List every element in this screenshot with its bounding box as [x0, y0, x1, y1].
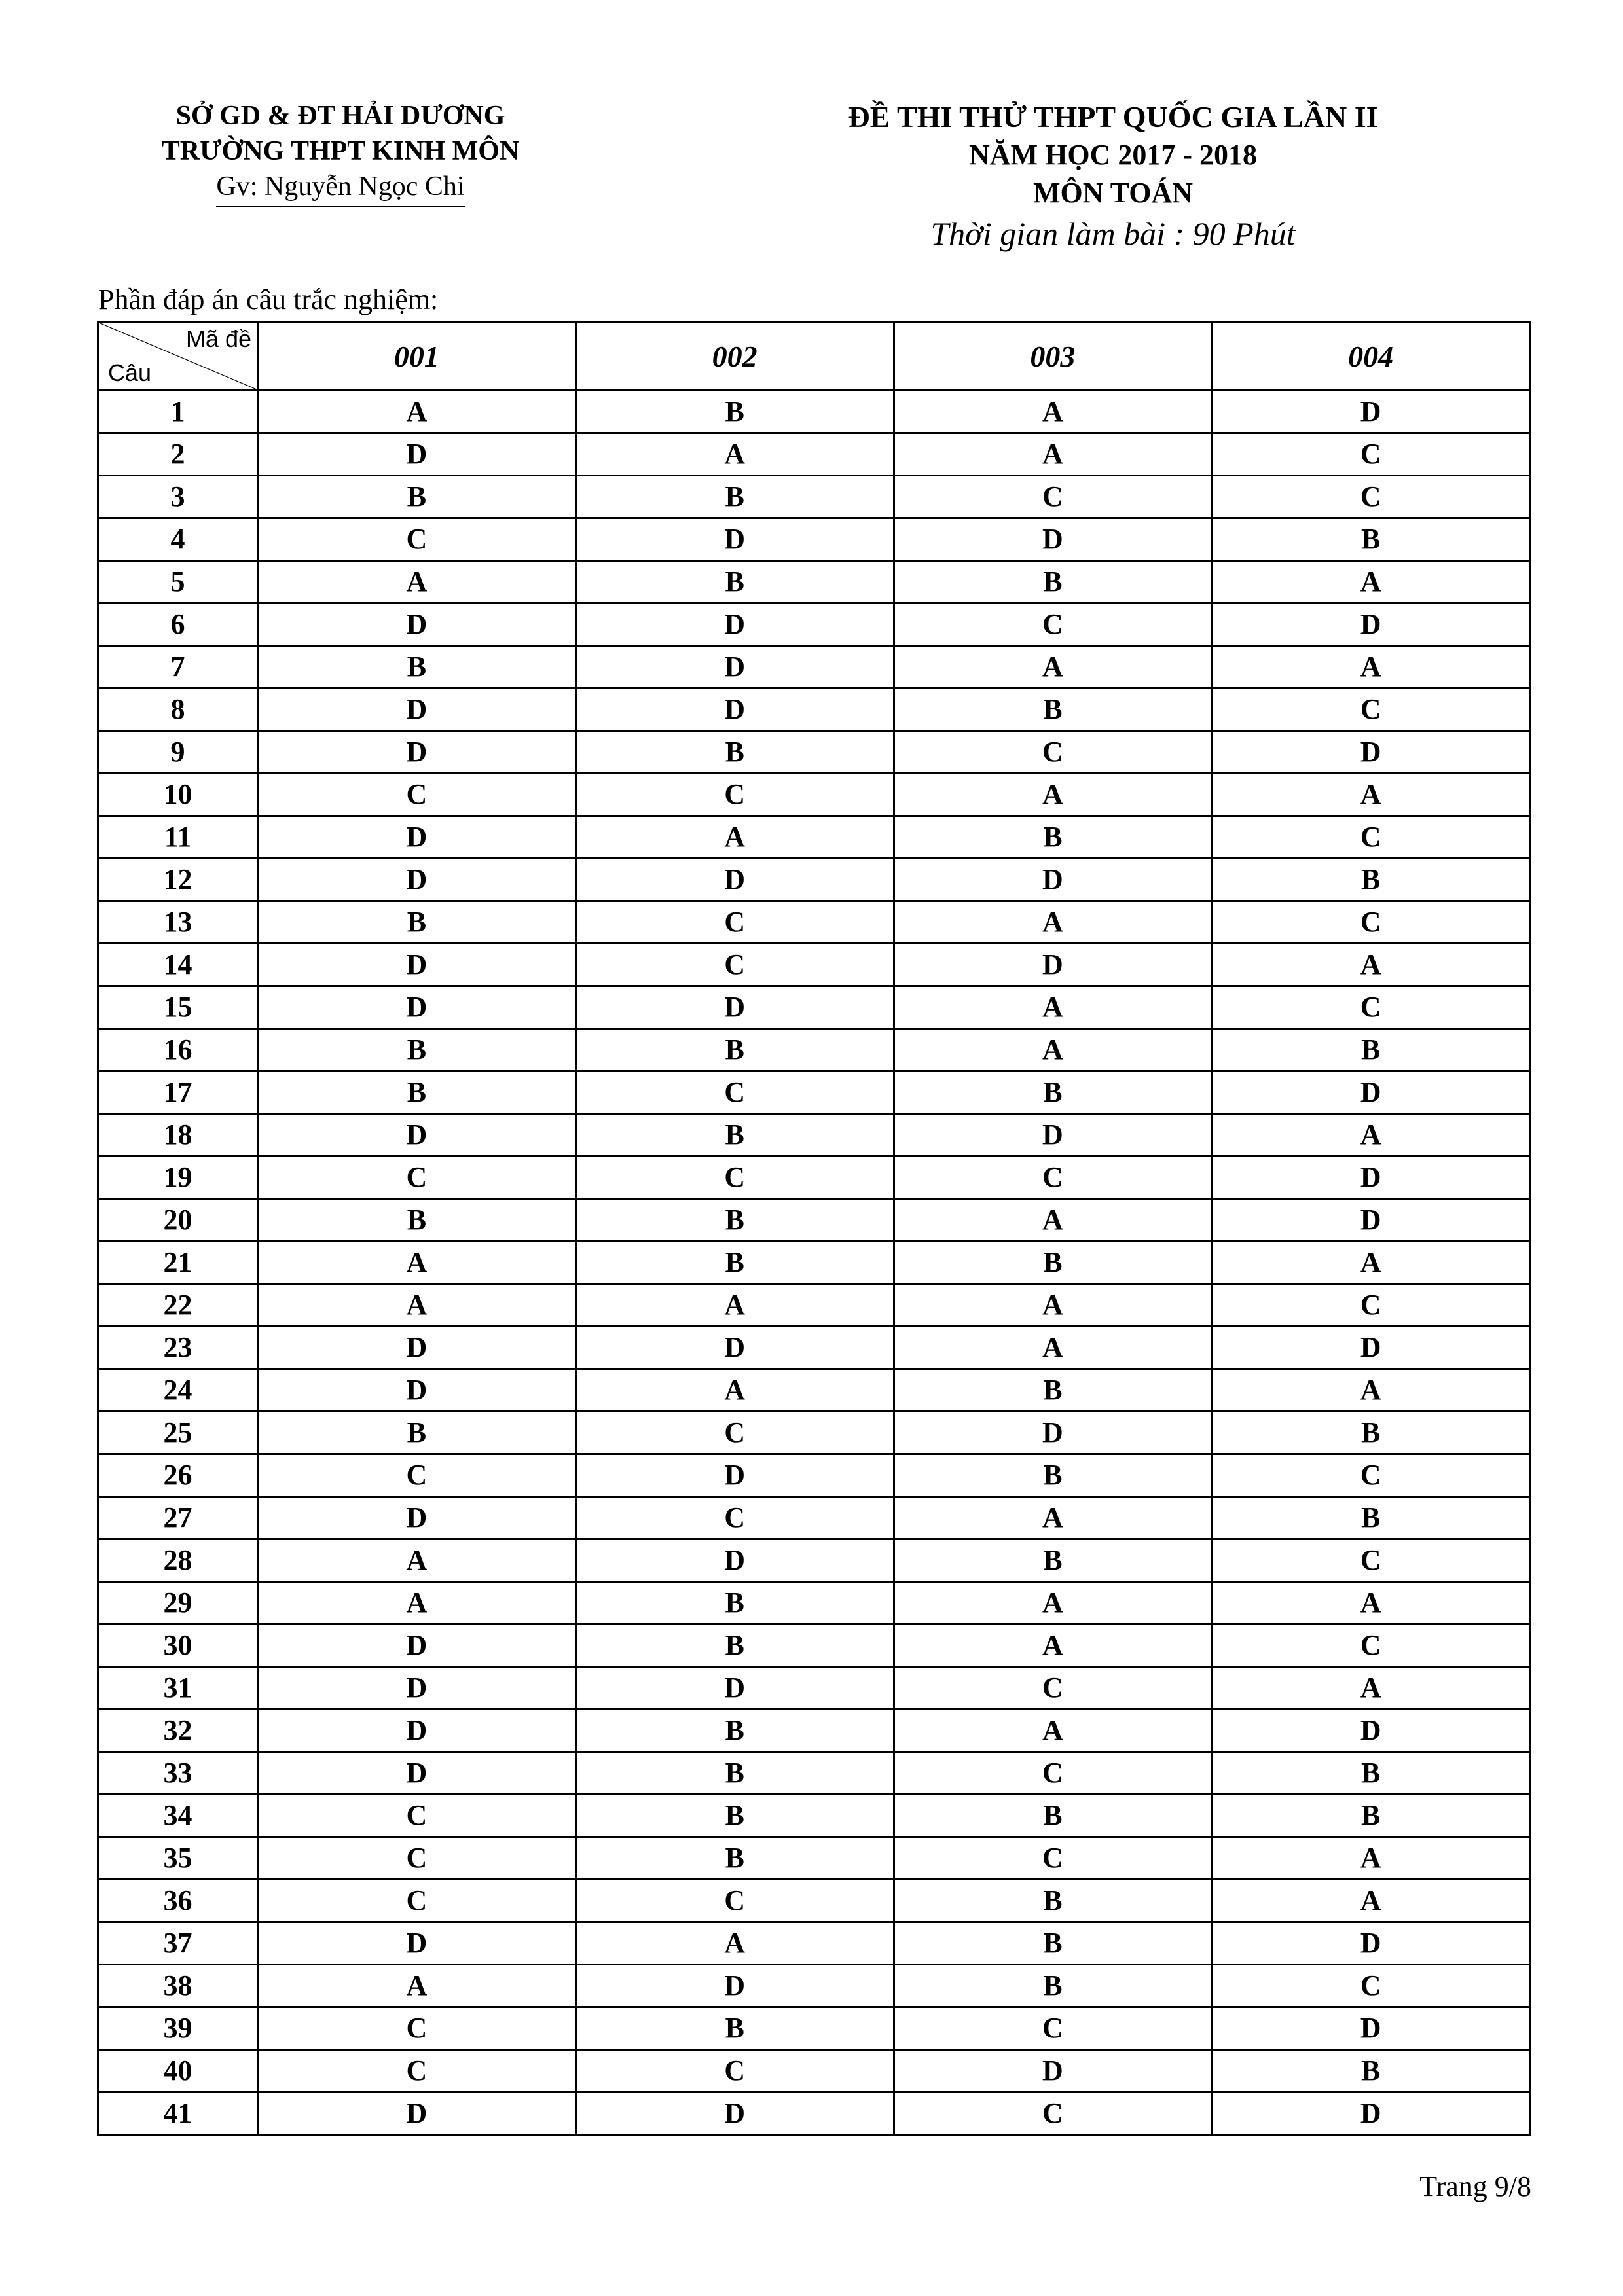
answer-cell: D — [258, 1114, 576, 1157]
answer-cell: D — [1212, 1157, 1530, 1199]
answer-cell: D — [258, 859, 576, 901]
table-row — [98, 1710, 1530, 1752]
answer-cell: A — [894, 1199, 1212, 1242]
answer-cell: D — [575, 603, 894, 646]
exam-code-header: 003 — [894, 322, 1212, 391]
answer-cell: C — [575, 1880, 894, 1922]
table-row — [98, 774, 1530, 816]
answer-cell: D — [575, 1667, 894, 1710]
answer-cell: D — [894, 859, 1212, 901]
answer-cell: B — [1212, 1029, 1530, 1071]
answer-cell: C — [1212, 816, 1530, 859]
answer-cell: C — [894, 2007, 1212, 2050]
question-number-cell: 16 — [98, 1029, 258, 1071]
answer-cell: B — [1212, 518, 1530, 561]
question-number-cell: 35 — [98, 1837, 258, 1880]
answer-cell: D — [575, 689, 894, 731]
answer-cell: B — [258, 1071, 576, 1114]
answer-cell: D — [575, 518, 894, 561]
question-number-cell: 25 — [98, 1412, 258, 1454]
answer-cell: B — [575, 476, 894, 518]
table-row — [98, 518, 1530, 561]
table-row — [98, 1369, 1530, 1412]
answer-cell: A — [1212, 1667, 1530, 1710]
answer-cell: A — [1212, 1242, 1530, 1284]
answer-cell: D — [258, 1369, 576, 1412]
question-number-cell: 18 — [98, 1114, 258, 1157]
answer-cell: D — [258, 731, 576, 774]
answer-cell: C — [1212, 901, 1530, 944]
answer-cell: B — [575, 561, 894, 603]
question-number-cell: 37 — [98, 1922, 258, 1965]
table-row — [98, 1582, 1530, 1624]
answer-cell: C — [575, 901, 894, 944]
answer-cell: D — [575, 986, 894, 1029]
table-row — [98, 1199, 1530, 1242]
question-label: Câu — [108, 359, 152, 386]
answer-cell: C — [1212, 1624, 1530, 1667]
answer-cell: A — [894, 1624, 1212, 1667]
school-name: TRƯỜNG THPT KINH MÔN — [161, 136, 520, 166]
answer-cell: B — [894, 561, 1212, 603]
exam-code-label: Mã đề — [185, 325, 251, 352]
answer-cell: B — [575, 1114, 894, 1157]
answer-cell: A — [258, 1539, 576, 1582]
answer-cell: D — [258, 433, 576, 476]
answer-cell: D — [258, 689, 576, 731]
answer-cell: C — [258, 1795, 576, 1837]
exam-title: ĐỀ THI THỬ THPT QUỐC GIA LẦN II — [848, 100, 1378, 134]
answer-cell: A — [894, 646, 1212, 689]
answer-cell: A — [1212, 1369, 1530, 1412]
question-number-cell: 8 — [98, 689, 258, 731]
answer-cell: B — [575, 1710, 894, 1752]
answer-cell: A — [894, 1710, 1212, 1752]
answer-cell: C — [575, 2050, 894, 2092]
table-row — [98, 391, 1530, 433]
answer-cell: A — [894, 433, 1212, 476]
answer-cell: B — [258, 476, 576, 518]
answer-cell: D — [258, 944, 576, 986]
table-row — [98, 2007, 1530, 2050]
answer-cell: A — [894, 1284, 1212, 1327]
answer-cell: A — [1212, 774, 1530, 816]
answer-cell: B — [575, 1795, 894, 1837]
answer-cell: C — [575, 1412, 894, 1454]
answer-cell: A — [258, 1242, 576, 1284]
answer-cell: D — [894, 944, 1212, 986]
answer-cell: D — [894, 518, 1212, 561]
question-number-cell: 40 — [98, 2050, 258, 2092]
table-header-row — [98, 322, 1530, 391]
answer-cell: D — [1212, 391, 1530, 433]
answer-cell: D — [894, 1412, 1212, 1454]
answer-cell: B — [258, 1029, 576, 1071]
answer-cell: A — [258, 561, 576, 603]
answer-cell: B — [575, 1242, 894, 1284]
question-number-cell: 20 — [98, 1199, 258, 1242]
question-number-cell: 29 — [98, 1582, 258, 1624]
answer-cell: A — [575, 1922, 894, 1965]
table-row — [98, 1752, 1530, 1795]
table-row — [98, 1242, 1530, 1284]
answer-cell: C — [575, 774, 894, 816]
answer-cell: C — [575, 1157, 894, 1199]
answer-cell: A — [894, 986, 1212, 1029]
answer-cell: C — [894, 1157, 1212, 1199]
answer-cell: C — [1212, 986, 1530, 1029]
answer-cell: A — [894, 1029, 1212, 1071]
answer-cell: D — [258, 1497, 576, 1539]
answer-cell: B — [894, 1965, 1212, 2007]
answer-cell: D — [258, 816, 576, 859]
answer-cell: B — [894, 1539, 1212, 1582]
question-number-cell: 36 — [98, 1880, 258, 1922]
answer-cell: D — [1212, 1710, 1530, 1752]
question-number-cell: 23 — [98, 1327, 258, 1369]
table-row — [98, 1071, 1530, 1114]
school-year: NĂM HỌC 2017 - 2018 — [969, 139, 1257, 171]
answer-cell: B — [575, 1624, 894, 1667]
table-row — [98, 1624, 1530, 1667]
answer-cell: C — [894, 1752, 1212, 1795]
answer-cell: A — [575, 1369, 894, 1412]
answer-cell: A — [894, 1582, 1212, 1624]
table-row — [98, 1965, 1530, 2007]
answer-cell: A — [1212, 1582, 1530, 1624]
question-number-cell: 41 — [98, 2092, 258, 2135]
answer-cell: C — [258, 2050, 576, 2092]
answer-cell: D — [258, 1922, 576, 1965]
answer-cell: B — [1212, 1752, 1530, 1795]
answer-cell: B — [258, 646, 576, 689]
question-number-cell: 10 — [98, 774, 258, 816]
school-header — [118, 98, 563, 207]
table-row — [98, 1539, 1530, 1582]
answer-cell: A — [894, 901, 1212, 944]
answer-cell: B — [1212, 2050, 1530, 2092]
answer-cell: A — [575, 433, 894, 476]
answer-cell: B — [1212, 1795, 1530, 1837]
answer-cell: B — [575, 1837, 894, 1880]
answer-cell: C — [575, 1071, 894, 1114]
table-row — [98, 1157, 1530, 1199]
exam-code-header: 002 — [575, 322, 894, 391]
answer-cell: C — [258, 1157, 576, 1199]
table-row — [98, 646, 1530, 689]
table-row — [98, 731, 1530, 774]
question-number-cell: 17 — [98, 1071, 258, 1114]
table-row — [98, 433, 1530, 476]
answer-cell: B — [894, 1242, 1212, 1284]
answer-cell: B — [894, 689, 1212, 731]
answer-cell: B — [575, 1199, 894, 1242]
question-number-cell: 24 — [98, 1369, 258, 1412]
answer-cell: B — [575, 1029, 894, 1071]
answer-cell: C — [258, 1837, 576, 1880]
table-row — [98, 1284, 1530, 1327]
question-number-cell: 31 — [98, 1667, 258, 1710]
answer-cell: B — [894, 1795, 1212, 1837]
answer-cell: C — [258, 1454, 576, 1497]
answer-cell: D — [258, 1667, 576, 1710]
answer-cell: B — [575, 391, 894, 433]
table-row — [98, 1795, 1530, 1837]
exam-code-header: 001 — [258, 322, 576, 391]
answer-cell: D — [575, 1965, 894, 2007]
table-row — [98, 1667, 1530, 1710]
answer-cell: B — [575, 1752, 894, 1795]
question-number-cell: 11 — [98, 816, 258, 859]
answer-cell: B — [258, 1412, 576, 1454]
question-number-cell: 3 — [98, 476, 258, 518]
table-row — [98, 901, 1530, 944]
answer-cell: A — [1212, 1837, 1530, 1880]
question-number-cell: 6 — [98, 603, 258, 646]
answer-cell: A — [258, 1284, 576, 1327]
answer-cell: C — [258, 518, 576, 561]
question-number-cell: 39 — [98, 2007, 258, 2050]
exam-duration: Thời gian làm bài : 90 Phút — [930, 215, 1296, 252]
table-row — [98, 816, 1530, 859]
table-row — [98, 1029, 1530, 1071]
answer-rows — [98, 391, 1530, 2135]
answer-cell: B — [894, 1880, 1212, 1922]
answer-cell: D — [1212, 1199, 1530, 1242]
answer-cell: B — [894, 1369, 1212, 1412]
answer-cell: C — [894, 731, 1212, 774]
answer-cell: C — [258, 2007, 576, 2050]
question-number-cell: 4 — [98, 518, 258, 561]
table-row — [98, 2050, 1530, 2092]
question-number-cell: 13 — [98, 901, 258, 944]
question-number-cell: 14 — [98, 944, 258, 986]
table-row — [98, 476, 1530, 518]
table-row — [98, 1454, 1530, 1497]
answer-cell: D — [1212, 1071, 1530, 1114]
answer-cell: D — [258, 986, 576, 1029]
answer-cell: D — [258, 2092, 576, 2135]
table-row — [98, 1412, 1530, 1454]
answer-cell: B — [894, 816, 1212, 859]
answer-cell: D — [258, 1752, 576, 1795]
table-row — [98, 1114, 1530, 1157]
answer-cell: C — [1212, 1539, 1530, 1582]
question-number-cell: 1 — [98, 391, 258, 433]
answer-cell: C — [894, 2092, 1212, 2135]
answer-cell: D — [258, 603, 576, 646]
question-number-cell: 27 — [98, 1497, 258, 1539]
answer-cell: B — [894, 1922, 1212, 1965]
question-number-cell: 5 — [98, 561, 258, 603]
question-number-cell: 2 — [98, 433, 258, 476]
answer-cell: B — [575, 731, 894, 774]
answer-cell: D — [894, 2050, 1212, 2092]
question-number-cell: 32 — [98, 1710, 258, 1752]
question-number-cell: 30 — [98, 1624, 258, 1667]
answer-cell: A — [894, 391, 1212, 433]
answer-cell: A — [894, 774, 1212, 816]
answer-cell: A — [894, 1327, 1212, 1369]
answer-cell: C — [575, 1497, 894, 1539]
answer-key-table — [97, 321, 1531, 2136]
answer-cell: D — [894, 1114, 1212, 1157]
answer-cell: B — [258, 1199, 576, 1242]
question-number-cell: 22 — [98, 1284, 258, 1327]
answer-cell: C — [1212, 1454, 1530, 1497]
answer-cell: A — [1212, 1114, 1530, 1157]
table-row — [98, 689, 1530, 731]
question-number-cell: 15 — [98, 986, 258, 1029]
answer-cell: D — [575, 646, 894, 689]
question-number-cell: 33 — [98, 1752, 258, 1795]
answer-cell: B — [894, 1454, 1212, 1497]
corner-header-cell — [98, 322, 258, 391]
answer-cell: D — [258, 1624, 576, 1667]
table-row — [98, 1497, 1530, 1539]
answer-cell: C — [894, 476, 1212, 518]
answer-cell: A — [258, 1965, 576, 2007]
answer-cell: C — [1212, 1284, 1530, 1327]
subject: MÔN TOÁN — [1032, 177, 1194, 209]
answer-cell: D — [575, 1539, 894, 1582]
answer-cell: B — [258, 901, 576, 944]
answer-cell: D — [258, 1710, 576, 1752]
table-row — [98, 561, 1530, 603]
teacher-name: Gv: Nguyễn Ngọc Chi — [216, 169, 464, 207]
question-number-cell: 21 — [98, 1242, 258, 1284]
question-number-cell: 7 — [98, 646, 258, 689]
exam-header — [773, 98, 1453, 255]
answer-cell: D — [1212, 603, 1530, 646]
answer-cell: D — [1212, 731, 1530, 774]
table-row — [98, 859, 1530, 901]
answer-cell: D — [258, 1327, 576, 1369]
page-number: Trang 9/8 — [1419, 2170, 1531, 2202]
answer-cell: A — [575, 1284, 894, 1327]
table-row — [98, 986, 1530, 1029]
answer-cell: A — [1212, 561, 1530, 603]
answer-cell: C — [1212, 689, 1530, 731]
table-row — [98, 1880, 1530, 1922]
answer-cell: D — [1212, 2007, 1530, 2050]
question-number-cell: 28 — [98, 1539, 258, 1582]
answer-cell: C — [258, 774, 576, 816]
question-number-cell: 34 — [98, 1795, 258, 1837]
table-row — [98, 603, 1530, 646]
answer-cell: C — [894, 1837, 1212, 1880]
answer-cell: B — [1212, 1497, 1530, 1539]
answer-cell: D — [575, 859, 894, 901]
answer-cell: A — [1212, 944, 1530, 986]
answer-cell: C — [258, 1880, 576, 1922]
answer-cell: B — [575, 1582, 894, 1624]
answer-cell: A — [258, 391, 576, 433]
answer-cell: B — [1212, 1412, 1530, 1454]
answer-cell: A — [1212, 1880, 1530, 1922]
answer-key-caption: Phần đáp án câu trắc nghiệm: — [98, 283, 439, 315]
table-row — [98, 2092, 1530, 2135]
department-name: SỞ GD & ĐT HẢI DƯƠNG — [175, 101, 505, 131]
answer-cell: A — [258, 1582, 576, 1624]
answer-cell: D — [1212, 2092, 1530, 2135]
table-row — [98, 1837, 1530, 1880]
answer-cell: D — [575, 2092, 894, 2135]
exam-code-header: 004 — [1212, 322, 1530, 391]
question-number-cell: 38 — [98, 1965, 258, 2007]
answer-cell: D — [575, 1454, 894, 1497]
table-row — [98, 1922, 1530, 1965]
answer-cell: C — [1212, 433, 1530, 476]
answer-cell: C — [894, 1667, 1212, 1710]
answer-cell: C — [1212, 1965, 1530, 2007]
answer-cell: C — [894, 603, 1212, 646]
answer-cell: D — [1212, 1922, 1530, 1965]
answer-cell: D — [575, 1327, 894, 1369]
answer-cell: C — [575, 944, 894, 986]
answer-cell: B — [894, 1071, 1212, 1114]
answer-cell: D — [1212, 1327, 1530, 1369]
table-row — [98, 944, 1530, 986]
question-number-cell: 9 — [98, 731, 258, 774]
question-number-cell: 26 — [98, 1454, 258, 1497]
question-number-cell: 12 — [98, 859, 258, 901]
table-row — [98, 1327, 1530, 1369]
question-number-cell: 19 — [98, 1157, 258, 1199]
answer-cell: B — [1212, 859, 1530, 901]
answer-cell: A — [575, 816, 894, 859]
answer-cell: C — [1212, 476, 1530, 518]
answer-cell: A — [894, 1497, 1212, 1539]
answer-cell: A — [1212, 646, 1530, 689]
answer-cell: B — [575, 2007, 894, 2050]
